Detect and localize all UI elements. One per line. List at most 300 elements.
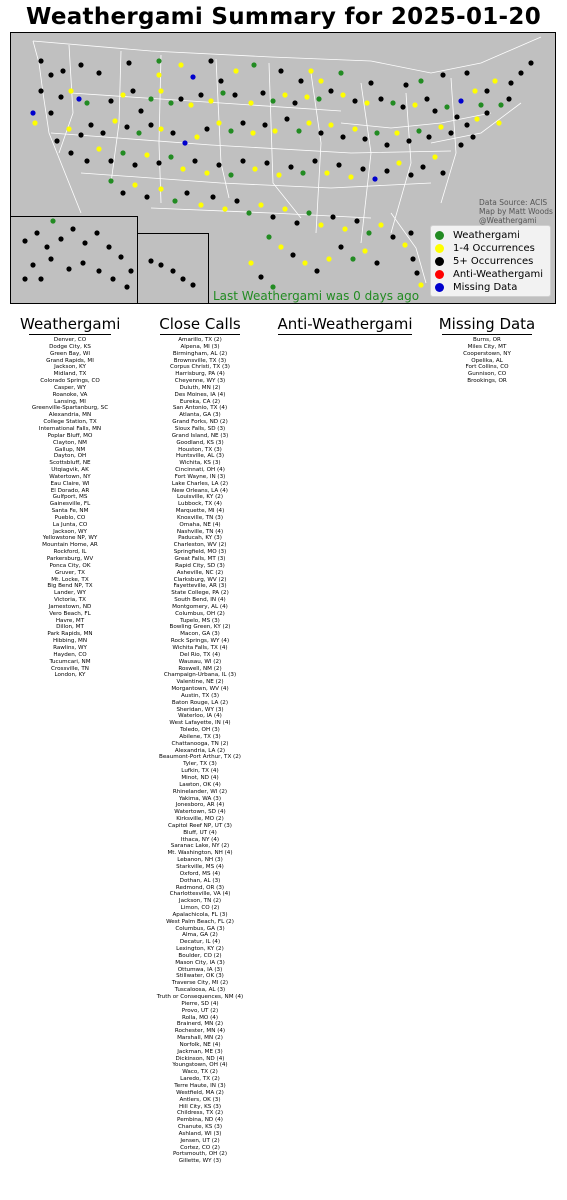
close-call-station-item: Rapid City, SD (3) bbox=[175, 562, 225, 569]
weathergami-station-item: International Falls, MN bbox=[38, 425, 102, 432]
close-call-station-item: Abilene, TX (3) bbox=[179, 733, 221, 740]
close-call-station-item: Morgantown, WV (4) bbox=[171, 686, 229, 693]
weathergami-station-item: Watertown, NY bbox=[49, 473, 91, 480]
close-call-station-item: Amarillo, TX (2) bbox=[178, 337, 222, 343]
station-marker bbox=[198, 92, 203, 97]
station-marker bbox=[400, 104, 405, 109]
weathergami-station-item: Ponca City, OK bbox=[49, 562, 91, 569]
hawaii-inset bbox=[137, 233, 209, 304]
station-marker bbox=[364, 100, 369, 105]
weathergami-station-item: Victoria, TX bbox=[53, 597, 87, 604]
close-call-station-item: Ashland, WI (3) bbox=[178, 1130, 222, 1137]
close-call-station-item: New Orleans, LA (4) bbox=[172, 487, 228, 494]
station-marker bbox=[284, 116, 289, 121]
page-title: Weathergami Summary for 2025-01-20 bbox=[25, 4, 542, 30]
close-call-station-item: State College, PA (2) bbox=[171, 590, 229, 597]
weathergami-station-item: Gallup, NM bbox=[54, 446, 86, 453]
station-marker bbox=[366, 230, 371, 235]
station-marker bbox=[484, 110, 489, 115]
close-call-station-item: Minot, ND (4) bbox=[181, 775, 219, 781]
station-marker bbox=[362, 136, 367, 141]
station-marker bbox=[228, 172, 233, 177]
station-marker bbox=[464, 70, 469, 75]
legend-item-weathergami bbox=[435, 229, 546, 242]
close-call-station-item: Lawton, OK (4) bbox=[179, 781, 221, 788]
close-calls-heading-rule bbox=[160, 334, 240, 335]
station-marker bbox=[68, 88, 73, 93]
station-marker bbox=[250, 130, 255, 135]
weathergami-station-item: Colorado Springs, CO bbox=[40, 378, 100, 385]
close-call-station-item: Chattanooga, TN (2) bbox=[171, 740, 229, 747]
station-marker bbox=[204, 170, 209, 175]
close-call-station-item: Knoxville, TN (3) bbox=[176, 514, 224, 521]
close-call-station-item: Wichita Falls, TX (4) bbox=[172, 644, 228, 651]
close-call-station-item: Waco, TX (2) bbox=[182, 1069, 218, 1076]
weathergami-station-item: Dodge City, KS bbox=[49, 343, 91, 350]
station-marker bbox=[248, 260, 253, 265]
weathergami-station-item: Parkersburg, WV bbox=[46, 556, 94, 562]
close-call-station-item: Huntsville, AL (3) bbox=[175, 453, 225, 460]
legend-swatch-5-plus-occurrences bbox=[435, 257, 444, 266]
station-marker bbox=[318, 78, 323, 83]
station-marker bbox=[282, 92, 287, 97]
station-marker bbox=[362, 248, 367, 253]
station-marker bbox=[296, 128, 301, 133]
station-marker bbox=[170, 130, 175, 135]
station-marker bbox=[368, 80, 373, 85]
close-call-station-item: Oxford, MS (4) bbox=[179, 870, 221, 877]
close-call-station-item: Lexington, KY (2) bbox=[176, 946, 224, 953]
weathergami-station-item: Hibbing, MN bbox=[52, 638, 88, 645]
station-marker bbox=[240, 158, 245, 163]
station-marker bbox=[168, 100, 173, 105]
station-marker bbox=[326, 256, 331, 261]
station-marker bbox=[300, 170, 305, 175]
station-marker bbox=[156, 72, 161, 77]
station-marker bbox=[48, 72, 53, 77]
station-marker bbox=[496, 120, 501, 125]
station-marker bbox=[394, 130, 399, 135]
missing-data-station-item: Cooperstown, NY bbox=[463, 350, 511, 357]
weathergami-station-item: Alexandria, MN bbox=[48, 412, 92, 419]
station-marker bbox=[58, 94, 63, 99]
station-marker bbox=[314, 268, 319, 273]
station-marker bbox=[298, 78, 303, 83]
close-call-station-item: Jonesboro, AR (4) bbox=[175, 802, 225, 809]
station-marker bbox=[454, 114, 459, 119]
station-marker bbox=[330, 214, 335, 219]
close-call-station-item: Goodland, KS (3) bbox=[176, 439, 224, 446]
weathergami-station-item: Big Bend NP, TX bbox=[47, 583, 93, 590]
close-call-station-item: Champaign-Urbana, IL (3) bbox=[163, 672, 237, 679]
close-call-station-item: Waterloo, IA (4) bbox=[178, 713, 222, 720]
missing-data-heading: Missing Data bbox=[438, 315, 536, 333]
alaska-inset bbox=[10, 216, 138, 304]
station-marker bbox=[270, 214, 275, 219]
legend-item-missing-data bbox=[435, 281, 546, 294]
station-marker bbox=[420, 164, 425, 169]
close-call-station-item: Corpus Christi, TX (3) bbox=[170, 364, 230, 371]
station-marker bbox=[318, 222, 323, 227]
close-call-station-item: Ithaca, NY (4) bbox=[180, 836, 220, 843]
station-marker bbox=[378, 222, 383, 227]
close-call-station-item: Terre Haute, IN (3) bbox=[174, 1082, 226, 1089]
station-marker bbox=[232, 92, 237, 97]
close-call-station-item: Columbus, GA (3) bbox=[175, 925, 225, 932]
legend-swatch-missing-data bbox=[435, 283, 444, 292]
station-marker bbox=[440, 170, 445, 175]
station-marker bbox=[272, 128, 277, 133]
weathergami-station-item: Mountain Home, AR bbox=[42, 542, 98, 549]
close-call-station-item: Omaha, NE (4) bbox=[179, 521, 221, 528]
station-marker bbox=[340, 92, 345, 97]
weathergami-station-item: Dillon, MT bbox=[56, 624, 84, 631]
missing-data-station-item: Burns, OR bbox=[473, 337, 501, 343]
station-marker bbox=[464, 122, 469, 127]
station-marker bbox=[76, 96, 81, 101]
close-call-station-item: Marquette, MI (4) bbox=[175, 508, 225, 515]
anti-weathergami-heading: Anti-Weathergami bbox=[277, 315, 413, 333]
station-marker bbox=[126, 60, 131, 65]
close-call-station-item: Springfield, MO (3) bbox=[173, 549, 227, 556]
station-marker bbox=[38, 58, 43, 63]
station-marker bbox=[120, 190, 125, 195]
station-marker bbox=[78, 62, 83, 67]
last-weathergami-note: Last Weathergami was 0 days ago bbox=[213, 289, 420, 303]
weathergami-station-item: Santa Fe, NM bbox=[51, 508, 89, 515]
station-marker bbox=[294, 220, 299, 225]
close-call-station-item: Provo, UT (2) bbox=[181, 1007, 219, 1014]
weathergami-station-item: Utqiagvik, AK bbox=[51, 467, 89, 474]
station-marker bbox=[54, 138, 59, 143]
station-marker bbox=[208, 98, 213, 103]
station-marker bbox=[374, 130, 379, 135]
weathergami-station-item: London, KY bbox=[54, 672, 86, 679]
close-call-station-item: Lebanon, NH (3) bbox=[177, 857, 223, 864]
station-marker bbox=[112, 118, 117, 123]
close-call-station-item: Fort Wayne, IN (3) bbox=[174, 473, 226, 480]
weathergami-station-item: Gulfport, MS bbox=[52, 494, 88, 501]
weathergami-station-item: Denver, CO bbox=[53, 337, 87, 343]
weathergami-station-item: Lander, WY bbox=[54, 590, 86, 597]
station-marker bbox=[144, 194, 149, 199]
station-marker bbox=[216, 120, 221, 125]
station-marker bbox=[220, 90, 225, 95]
station-marker bbox=[316, 96, 321, 101]
close-call-station-item: Youngstown, OH (4) bbox=[172, 1062, 228, 1069]
station-marker bbox=[172, 198, 177, 203]
station-marker bbox=[132, 162, 137, 167]
station-marker bbox=[408, 230, 413, 235]
missing-data-station-item: Gunnison, CO bbox=[467, 371, 507, 378]
weathergami-station-item: Green Bay, WI bbox=[49, 350, 91, 357]
close-call-station-item: San Antonio, TX (4) bbox=[172, 405, 228, 412]
station-marker bbox=[308, 68, 313, 73]
station-marker bbox=[342, 226, 347, 231]
station-marker bbox=[528, 60, 533, 65]
weathergami-station-item: La Junta, CO bbox=[52, 521, 88, 528]
station-marker bbox=[194, 134, 199, 139]
station-marker bbox=[240, 120, 245, 125]
weathergami-station-item: Rockford, IL bbox=[53, 549, 87, 556]
station-marker bbox=[390, 234, 395, 239]
station-marker bbox=[402, 242, 407, 247]
station-marker bbox=[233, 68, 238, 73]
close-call-station-item: West Lafayette, IN (4) bbox=[169, 720, 231, 727]
station-marker bbox=[384, 142, 389, 147]
close-call-station-item: Pembina, ND (4) bbox=[177, 1117, 223, 1124]
station-marker bbox=[292, 100, 297, 105]
weathergami-station-item: Poplar Bluff, MO bbox=[47, 432, 93, 439]
close-call-station-item: Del Rio, TX (4) bbox=[179, 651, 221, 658]
station-marker bbox=[338, 70, 343, 75]
close-call-station-item: West Palm Beach, FL (2) bbox=[166, 918, 234, 925]
station-marker bbox=[184, 190, 189, 195]
close-call-station-item: Antlers, OK (3) bbox=[179, 1096, 221, 1103]
station-marker bbox=[312, 158, 317, 163]
close-call-station-item: Childress, TX (2) bbox=[176, 1110, 224, 1117]
close-call-station-item: Alexandria, LA (2) bbox=[174, 747, 226, 754]
weathergami-station-item: Jamestown, ND bbox=[48, 603, 92, 610]
station-marker bbox=[96, 146, 101, 151]
close-call-station-item: Brownsville, TX (3) bbox=[173, 357, 227, 364]
close-call-station-item: Cheyenne, WY (3) bbox=[174, 378, 226, 385]
station-marker bbox=[158, 88, 163, 93]
station-marker bbox=[278, 244, 283, 249]
station-marker bbox=[406, 138, 411, 143]
close-call-station-item: Kirksville, MO (2) bbox=[176, 816, 224, 823]
station-marker bbox=[448, 130, 453, 135]
station-marker bbox=[124, 124, 129, 129]
station-marker bbox=[66, 126, 71, 131]
station-marker bbox=[484, 88, 489, 93]
station-marker bbox=[136, 130, 141, 135]
close-call-station-item: Rhinelander, WI (2) bbox=[172, 788, 228, 795]
close-call-station-item: Marshall, MN (2) bbox=[177, 1035, 223, 1042]
close-call-station-item: Rochester, MN (4) bbox=[174, 1028, 226, 1035]
close-call-station-item: Stillwater, OK (3) bbox=[176, 973, 224, 980]
station-marker bbox=[354, 218, 359, 223]
station-marker bbox=[352, 98, 357, 103]
station-marker bbox=[210, 194, 215, 199]
station-marker bbox=[410, 256, 415, 261]
weathergami-station-item: Lansing, MI bbox=[54, 398, 86, 405]
close-calls-list bbox=[145, 337, 255, 1165]
station-marker bbox=[204, 126, 209, 131]
station-marker bbox=[188, 102, 193, 107]
close-call-station-item: Bluff, UT (4) bbox=[183, 829, 217, 836]
station-marker bbox=[414, 270, 419, 275]
legend-swatch-anti-weathergami bbox=[435, 270, 444, 279]
weathergami-heading-rule bbox=[29, 334, 111, 335]
station-marker bbox=[60, 68, 65, 73]
weathergami-station-item: Dayton, OH bbox=[53, 453, 87, 460]
station-marker bbox=[168, 154, 173, 159]
station-marker bbox=[158, 186, 163, 191]
close-call-station-item: Redmond, OR (3) bbox=[175, 884, 225, 891]
close-call-station-item: Tyler, TX (3) bbox=[183, 761, 217, 768]
station-marker bbox=[144, 152, 149, 157]
close-call-station-item: Paducah, KY (3) bbox=[178, 535, 222, 542]
close-call-station-item: Charlottesville, VA (4) bbox=[169, 891, 231, 898]
station-marker bbox=[432, 108, 437, 113]
close-call-station-item: Montgomery, AL (4) bbox=[172, 603, 228, 610]
station-marker bbox=[426, 134, 431, 139]
weathergami-station-item: Havre, MT bbox=[55, 617, 85, 624]
station-marker bbox=[408, 172, 413, 177]
close-call-station-item: Lake Charles, LA (2) bbox=[171, 480, 229, 487]
close-call-station-item: Apalachicola, FL (3) bbox=[172, 911, 228, 918]
close-call-station-item: Yakima, WA (3) bbox=[178, 795, 222, 802]
station-marker bbox=[108, 98, 113, 103]
weathergami-station-item: Vero Beach, FL bbox=[49, 610, 91, 617]
legend-label-missing-data: Missing Data bbox=[453, 282, 518, 293]
close-call-station-item: Wausau, WI (2) bbox=[178, 658, 222, 665]
close-call-station-item: Tupelo, MS (3) bbox=[180, 617, 220, 624]
close-call-station-item: Alma, GA (2) bbox=[182, 932, 218, 939]
close-call-station-item: Fayetteville, AR (3) bbox=[173, 583, 227, 590]
station-marker bbox=[88, 122, 93, 127]
station-marker bbox=[270, 98, 275, 103]
legend-label-1-4-occurrences: 1-4 Occurrences bbox=[453, 243, 535, 254]
station-marker bbox=[350, 256, 355, 261]
station-marker bbox=[498, 102, 503, 107]
legend-label-anti-weathergami: Anti-Weathergami bbox=[453, 269, 544, 280]
station-marker bbox=[84, 100, 89, 105]
station-marker bbox=[178, 62, 183, 67]
station-marker bbox=[444, 104, 449, 109]
station-marker bbox=[120, 92, 125, 97]
station-marker bbox=[148, 96, 153, 101]
station-marker bbox=[32, 120, 37, 125]
station-marker bbox=[132, 182, 137, 187]
close-call-station-item: Rock Springs, WY (4) bbox=[170, 638, 230, 645]
weathergami-station-item: Greenville-Spartanburg, SC bbox=[31, 405, 109, 412]
station-marker bbox=[178, 96, 183, 101]
station-marker bbox=[252, 166, 257, 171]
station-marker bbox=[338, 244, 343, 249]
station-marker bbox=[78, 132, 83, 137]
station-marker bbox=[130, 88, 135, 93]
close-call-station-item: Cincinnati, OH (4) bbox=[175, 467, 225, 474]
weathergami-station-item: Pueblo, CO bbox=[54, 514, 86, 521]
station-marker bbox=[384, 168, 389, 173]
close-call-station-item: Duluth, MN (2) bbox=[179, 384, 221, 391]
station-marker bbox=[190, 74, 195, 79]
station-marker bbox=[508, 80, 513, 85]
station-marker bbox=[100, 130, 105, 135]
weathergami-station-item: Jackson, KY bbox=[54, 364, 86, 371]
close-call-station-item: South Bend, IN (4) bbox=[174, 597, 226, 604]
close-call-station-item: Starkville, MS (4) bbox=[176, 863, 224, 870]
close-call-station-item: Portsmouth, OH (2) bbox=[172, 1151, 228, 1158]
station-marker bbox=[276, 172, 281, 177]
station-marker bbox=[30, 110, 35, 115]
weathergami-station-item: Mt. Locke, TX bbox=[51, 576, 89, 583]
station-marker bbox=[208, 58, 213, 63]
weathergami-station-item: Roanoke, VA bbox=[52, 391, 88, 398]
close-call-station-item: Lubbock, TX (4) bbox=[178, 501, 222, 508]
legend-label-5-plus-occurrences: 5+ Occurrences bbox=[453, 256, 534, 267]
close-call-station-item: Dothan, AL (3) bbox=[179, 877, 221, 884]
close-call-station-item: Macon, GA (3) bbox=[180, 631, 220, 638]
weathergami-station-item: Rawlins, WY bbox=[53, 644, 87, 651]
close-call-station-item: Charleston, WV (2) bbox=[173, 542, 227, 549]
station-marker bbox=[412, 102, 417, 107]
station-marker bbox=[156, 58, 161, 63]
legend-item-5-plus-occurrences bbox=[435, 255, 546, 268]
station-marker bbox=[288, 164, 293, 169]
close-call-station-item: Grand Forks, ND (2) bbox=[172, 419, 228, 426]
close-call-station-item: Westfield, MA (2) bbox=[176, 1089, 224, 1096]
close-call-station-item: Beaumont-Port Arthur, TX (2) bbox=[159, 754, 241, 761]
station-marker bbox=[416, 128, 421, 133]
station-marker bbox=[403, 82, 408, 87]
station-marker bbox=[248, 100, 253, 105]
station-marker bbox=[264, 160, 269, 165]
close-call-station-item: Great Falls, MT (3) bbox=[174, 556, 226, 562]
close-call-station-item: Truth or Consequences, NM (4) bbox=[156, 994, 244, 1000]
weathergami-station-item: College Station, TX bbox=[43, 419, 97, 426]
station-marker bbox=[418, 78, 423, 83]
close-call-station-item: Boulder, CO (2) bbox=[178, 952, 222, 959]
station-marker bbox=[432, 154, 437, 159]
close-call-station-item: Asheville, NC (2) bbox=[176, 569, 224, 576]
missing-data-list bbox=[432, 337, 542, 385]
close-call-station-item: Hill City, KS (3) bbox=[178, 1103, 222, 1110]
missing-data-station-item: Brookings, OR bbox=[467, 378, 507, 385]
station-marker bbox=[474, 116, 479, 121]
weathergami-station-item: Scottsbluff, NE bbox=[49, 460, 91, 467]
anti-weathergami-heading-rule bbox=[278, 334, 412, 335]
close-call-station-item: Pierre, SD (4) bbox=[181, 1000, 219, 1007]
station-marker bbox=[318, 130, 323, 135]
station-marker bbox=[302, 260, 307, 265]
close-call-station-item: Harrisburg, PA (4) bbox=[175, 371, 225, 378]
station-marker bbox=[180, 166, 185, 171]
station-marker bbox=[472, 88, 477, 93]
station-marker bbox=[360, 166, 365, 171]
station-marker bbox=[348, 174, 353, 179]
weathergami-station-item: Crossville, TN bbox=[51, 665, 89, 672]
station-marker bbox=[84, 158, 89, 163]
close-calls-heading: Close Calls bbox=[159, 315, 241, 333]
close-call-station-item: Brainerd, MN (2) bbox=[176, 1021, 224, 1028]
station-marker bbox=[251, 62, 256, 67]
station-marker bbox=[328, 88, 333, 93]
station-marker bbox=[218, 78, 223, 83]
station-marker bbox=[290, 252, 295, 257]
station-marker bbox=[108, 158, 113, 163]
missing-data-heading-rule bbox=[442, 334, 532, 335]
station-marker bbox=[458, 142, 463, 147]
station-marker bbox=[518, 70, 523, 75]
missing-data-station-item: Opelika, AL bbox=[471, 357, 503, 364]
station-marker bbox=[324, 170, 329, 175]
weathergami-station-item: Midland, TX bbox=[53, 371, 87, 378]
weathergami-station-item: Eau Claire, WI bbox=[50, 480, 90, 487]
station-marker bbox=[182, 140, 187, 145]
close-call-station-item: Birmingham, AL (2) bbox=[172, 350, 228, 357]
station-marker bbox=[96, 70, 101, 75]
close-call-station-item: Valentine, NE (2) bbox=[176, 679, 224, 686]
close-call-station-item: Gillette, WY (3) bbox=[178, 1158, 222, 1165]
station-marker bbox=[306, 210, 311, 215]
station-marker bbox=[120, 150, 125, 155]
legend-swatch-weathergami bbox=[435, 231, 444, 240]
close-call-station-item: Nashville, TN (4) bbox=[176, 528, 224, 535]
station-marker bbox=[258, 274, 263, 279]
